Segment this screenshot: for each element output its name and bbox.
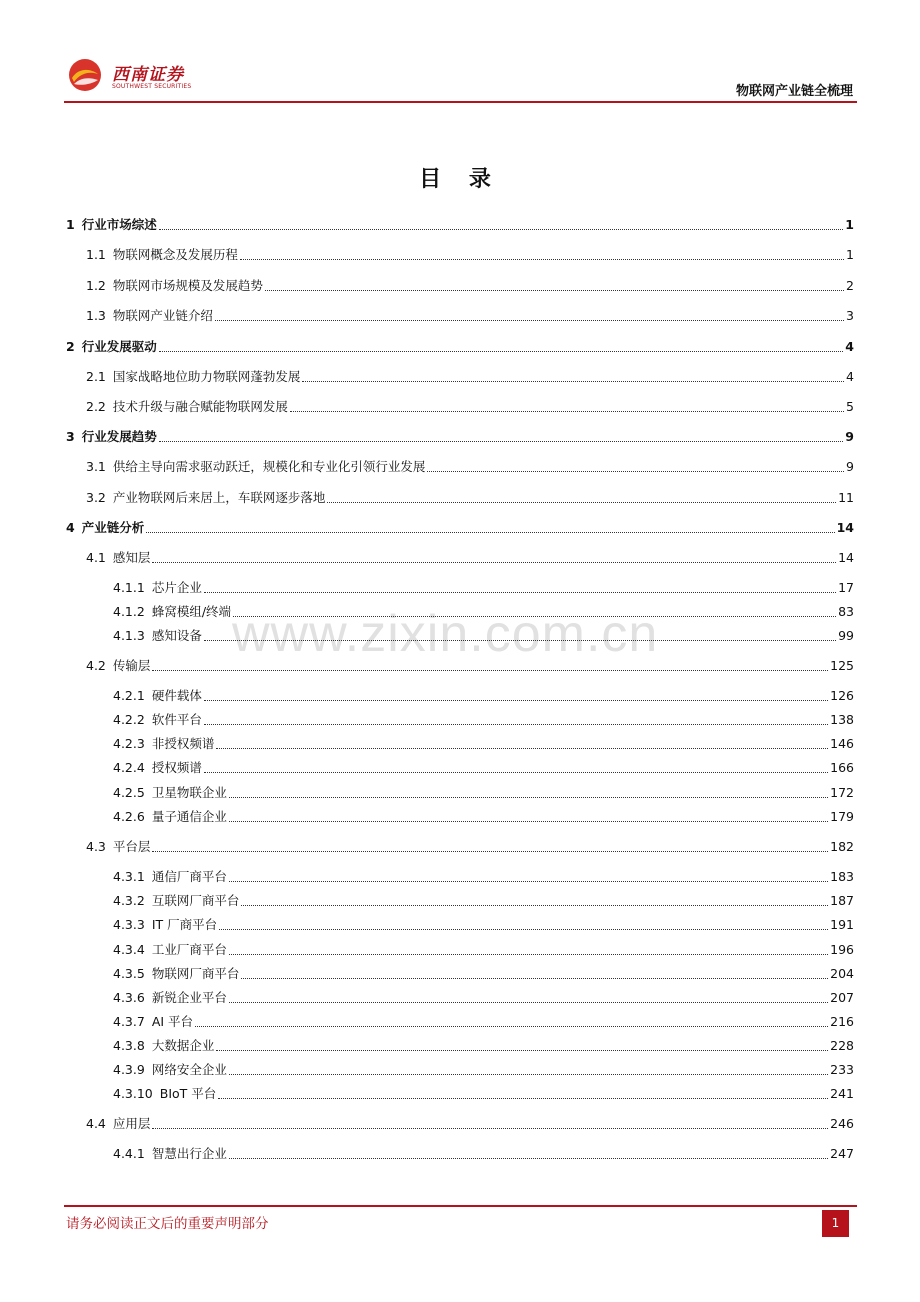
toc-dot-leader xyxy=(229,821,828,822)
toc-dot-leader xyxy=(290,411,844,412)
toc-section-number: 4.2.1 xyxy=(113,688,145,703)
toc-section-title: 非授权频谱 xyxy=(151,736,215,751)
toc-section-title: 通信厂商平台 xyxy=(151,869,227,884)
toc-entry-label xyxy=(113,1013,193,1031)
toc-dot-leader xyxy=(229,954,828,955)
toc-entry-label xyxy=(86,246,238,264)
toc-section-title: 行业市场综述 xyxy=(81,217,157,232)
toc-entry-label xyxy=(66,519,144,537)
toc-entry-label xyxy=(86,657,150,675)
toc-dot-leader xyxy=(327,502,836,503)
toc-page-number: 14 xyxy=(838,550,854,565)
toc-dot-leader xyxy=(216,1050,828,1051)
toc-entry[interactable] xyxy=(113,735,854,753)
toc-entry[interactable] xyxy=(86,838,854,856)
toc-entry-label xyxy=(66,216,157,234)
toc-entry-label xyxy=(113,627,202,645)
toc-entry-label xyxy=(113,916,217,934)
toc-entry[interactable] xyxy=(113,627,854,645)
toc-entry[interactable] xyxy=(113,868,854,886)
toc-dot-leader xyxy=(229,1158,828,1159)
toc-entry[interactable] xyxy=(86,368,854,386)
toc-page-number: 4 xyxy=(845,339,854,354)
toc-dot-leader xyxy=(204,724,828,725)
toc-entry[interactable] xyxy=(113,1013,854,1031)
toc-entry[interactable] xyxy=(113,711,854,729)
toc-entry-label xyxy=(113,808,227,826)
toc-entry-label xyxy=(86,549,150,567)
toc-entry[interactable] xyxy=(113,579,854,597)
toc-page-number: 83 xyxy=(838,604,854,619)
toc-section-title: 硬件载体 xyxy=(151,688,202,703)
footer-disclaimer: 请务必阅读正文后的重要声明部分 xyxy=(66,1216,269,1232)
logo-english-name: SOUTHWEST SECURITIES xyxy=(112,83,192,90)
toc-section-number: 2.2 xyxy=(86,399,106,414)
toc-page-number: 216 xyxy=(830,1014,854,1029)
toc-page-number: 182 xyxy=(830,839,854,854)
toc-dot-leader xyxy=(152,670,828,671)
toc-entry-label xyxy=(86,458,425,476)
toc-entry[interactable] xyxy=(113,687,854,705)
toc-section-number: 1.2 xyxy=(86,278,106,293)
toc-entry[interactable] xyxy=(86,307,854,325)
toc-page-number: 204 xyxy=(830,966,854,981)
toc-entry-label xyxy=(113,1145,227,1163)
toc-section-number: 1.3 xyxy=(86,308,106,323)
toc-dot-leader xyxy=(195,1026,828,1027)
toc-section-title: 互联网厂商平台 xyxy=(151,893,240,908)
toc-entry-label xyxy=(113,965,239,983)
toc-entry[interactable] xyxy=(86,1115,854,1133)
toc-dot-leader xyxy=(159,351,844,352)
toc-dot-leader xyxy=(302,381,844,382)
toc-section-number: 4 xyxy=(66,520,75,535)
toc-entry[interactable] xyxy=(113,808,854,826)
toc-dot-leader xyxy=(219,929,828,930)
toc-dot-leader xyxy=(218,1098,828,1099)
toc-entry-label xyxy=(86,1115,150,1133)
page-header xyxy=(64,52,857,104)
toc-page-number: 125 xyxy=(830,658,854,673)
toc-section-title: 芯片企业 xyxy=(151,580,202,595)
toc-page-number: 187 xyxy=(830,893,854,908)
toc-section-number: 4.3.8 xyxy=(113,1038,145,1053)
toc-section-number: 4.2.6 xyxy=(113,809,145,824)
toc-entry-label xyxy=(86,489,325,507)
toc-entry[interactable] xyxy=(86,246,854,264)
toc-section-title: 产业链分析 xyxy=(81,520,145,535)
toc-entry-label xyxy=(113,941,227,959)
header-divider xyxy=(64,101,857,103)
toc-section-number: 4.3.5 xyxy=(113,966,145,981)
toc-entry-label xyxy=(86,368,300,386)
toc-dot-leader xyxy=(265,290,844,291)
toc-entry-label xyxy=(113,989,227,1007)
toc-page-number: 11 xyxy=(838,490,854,505)
toc-entry[interactable] xyxy=(113,1145,854,1163)
toc-section-title: 网络安全企业 xyxy=(151,1062,227,1077)
toc-dot-leader xyxy=(204,772,828,773)
toc-page-number: 2 xyxy=(846,278,854,293)
toc-section-title: 新锐企业平台 xyxy=(151,990,227,1005)
toc-page-number: 241 xyxy=(830,1086,854,1101)
toc-dot-leader xyxy=(152,851,828,852)
toc-title: 目 录 xyxy=(419,167,501,192)
toc-section-title: 物联网市场规模及发展趋势 xyxy=(112,278,263,293)
toc-section-number: 2 xyxy=(66,339,75,354)
toc-section-title: 感知层 xyxy=(112,550,151,565)
toc-section-number: 4.3.4 xyxy=(113,942,145,957)
toc-section-number: 4.1.3 xyxy=(113,628,145,643)
toc-entry-label xyxy=(113,687,202,705)
toc-section-title: 大数据企业 xyxy=(151,1038,215,1053)
toc-entry-label xyxy=(66,338,157,356)
southwest-securities-logo-icon xyxy=(68,58,102,92)
toc-entry[interactable] xyxy=(66,519,854,537)
toc-dot-leader xyxy=(159,441,844,442)
toc-section-title: 行业发展驱动 xyxy=(81,339,157,354)
toc-section-number: 4.3.7 xyxy=(113,1014,145,1029)
toc-section-title: 授权频谱 xyxy=(151,760,202,775)
toc-section-title: IT 厂商平台 xyxy=(151,917,218,932)
toc-entry-label xyxy=(86,838,150,856)
toc-dot-leader xyxy=(146,532,834,533)
toc-section-title: 工业厂商平台 xyxy=(151,942,227,957)
toc-section-title: 物联网厂商平台 xyxy=(151,966,240,981)
toc-entry[interactable] xyxy=(86,458,854,476)
toc-section-title: 软件平台 xyxy=(151,712,202,727)
toc-section-number: 3.2 xyxy=(86,490,106,505)
report-title: 物联网产业链全梳理 xyxy=(735,84,853,99)
toc-section-title: BIoT 平台 xyxy=(159,1086,217,1101)
toc-section-number: 1 xyxy=(66,217,75,232)
toc-entry-label xyxy=(113,784,227,802)
toc-section-number: 4.2.3 xyxy=(113,736,145,751)
toc-section-number: 1.1 xyxy=(86,247,106,262)
toc-entry[interactable] xyxy=(113,965,854,983)
toc-entry-label xyxy=(86,307,213,325)
toc-entry-label xyxy=(86,398,288,416)
toc-page-number: 146 xyxy=(830,736,854,751)
toc-section-number: 4.1.1 xyxy=(113,580,145,595)
toc-dot-leader xyxy=(204,592,836,593)
toc-section-number: 3 xyxy=(66,429,75,444)
toc-entry-label xyxy=(113,1085,216,1103)
toc-entry-label xyxy=(66,428,157,446)
toc-page-number: 3 xyxy=(846,308,854,323)
toc-section-title: 量子通信企业 xyxy=(151,809,227,824)
toc-dot-leader xyxy=(159,229,844,230)
toc-section-title: 感知设备 xyxy=(151,628,202,643)
toc-page-number: 1 xyxy=(845,217,854,232)
toc-entry-label xyxy=(113,735,214,753)
toc-page-number: 247 xyxy=(830,1146,854,1161)
toc-section-title: 国家战略地位助力物联网蓬勃发展 xyxy=(112,369,301,384)
toc-section-title: 传输层 xyxy=(112,658,151,673)
toc-section-number: 4.2.2 xyxy=(113,712,145,727)
toc-section-number: 4.1 xyxy=(86,550,106,565)
toc-section-number: 3.1 xyxy=(86,459,106,474)
toc-page-number: 1 xyxy=(846,247,854,262)
toc-page-number: 126 xyxy=(830,688,854,703)
toc-dot-leader xyxy=(152,1128,828,1129)
toc-page-number: 166 xyxy=(830,760,854,775)
toc-page-number: 172 xyxy=(830,785,854,800)
toc-section-number: 4.2 xyxy=(86,658,106,673)
toc-page-number: 9 xyxy=(845,429,854,444)
toc-page-number: 5 xyxy=(846,399,854,414)
toc-dot-leader xyxy=(216,748,828,749)
footer-divider xyxy=(64,1205,857,1207)
toc-page-number: 14 xyxy=(836,520,854,535)
toc-page-number: 196 xyxy=(830,942,854,957)
toc-section-title: 智慧出行企业 xyxy=(151,1146,227,1161)
page-number-badge: 1 xyxy=(822,1210,849,1237)
toc-section-number: 4.4 xyxy=(86,1116,106,1131)
toc-dot-leader xyxy=(427,471,844,472)
toc-entry[interactable] xyxy=(113,1037,854,1055)
toc-dot-leader xyxy=(240,259,844,260)
toc-section-title: 蜂窝模组/终端 xyxy=(151,604,232,619)
toc-dot-leader xyxy=(229,797,828,798)
toc-entry[interactable] xyxy=(86,549,854,567)
toc-entry[interactable] xyxy=(86,489,854,507)
toc-dot-leader xyxy=(229,881,828,882)
toc-section-title: AI 平台 xyxy=(151,1014,194,1029)
toc-entry-label xyxy=(113,603,231,621)
toc-dot-leader xyxy=(241,978,828,979)
toc-section-number: 4.3.2 xyxy=(113,893,145,908)
toc-page-number: 246 xyxy=(830,1116,854,1131)
toc-dot-leader xyxy=(229,1002,828,1003)
toc-entry-label xyxy=(113,1061,227,1079)
toc-section-number: 2.1 xyxy=(86,369,106,384)
toc-entry-label xyxy=(113,759,202,777)
toc-section-number: 4.3.9 xyxy=(113,1062,145,1077)
toc-page-number: 99 xyxy=(838,628,854,643)
toc-entry[interactable] xyxy=(113,1085,854,1103)
toc-entry[interactable] xyxy=(113,784,854,802)
toc-section-number: 4.2.4 xyxy=(113,760,145,775)
toc-page-number: 138 xyxy=(830,712,854,727)
toc-page-number: 183 xyxy=(830,869,854,884)
toc-entry[interactable] xyxy=(113,916,854,934)
toc-dot-leader xyxy=(229,1074,828,1075)
toc-entry[interactable] xyxy=(66,338,854,356)
toc-section-title: 技术升级与融合赋能物联网发展 xyxy=(112,399,288,414)
toc-dot-leader xyxy=(204,640,836,641)
toc-entry[interactable] xyxy=(86,398,854,416)
toc-entry[interactable] xyxy=(113,941,854,959)
toc-dot-leader xyxy=(215,320,844,321)
toc-page-number: 17 xyxy=(838,580,854,595)
toc-section-title: 物联网概念及发展历程 xyxy=(112,247,238,262)
toc-section-number: 4.3.10 xyxy=(113,1086,153,1101)
toc-section-title: 平台层 xyxy=(112,839,151,854)
toc-entry-label xyxy=(113,1037,214,1055)
toc-section-number: 4.4.1 xyxy=(113,1146,145,1161)
toc-section-number: 4.3.1 xyxy=(113,869,145,884)
watermark: www.zixin.com.cn xyxy=(232,605,659,663)
toc-page-number: 191 xyxy=(830,917,854,932)
toc-section-number: 4.2.5 xyxy=(113,785,145,800)
toc-entry[interactable] xyxy=(113,989,854,1007)
toc-page-number: 228 xyxy=(830,1038,854,1053)
toc-entry-label xyxy=(113,892,239,910)
company-logo xyxy=(68,54,268,98)
toc-page-number: 233 xyxy=(830,1062,854,1077)
toc-dot-leader xyxy=(204,700,828,701)
toc-entry-label xyxy=(113,711,202,729)
toc-section-title: 产业物联网后来居上，车联网逐步落地 xyxy=(112,490,326,505)
logo-chinese-name: 西南证券 xyxy=(112,65,184,85)
toc-page-number: 4 xyxy=(846,369,854,384)
toc-section-number: 4.1.2 xyxy=(113,604,145,619)
toc-entry-label xyxy=(113,868,227,886)
toc-section-number: 4.3.3 xyxy=(113,917,145,932)
toc-dot-leader xyxy=(241,905,828,906)
toc-entry-label xyxy=(113,579,202,597)
toc-page-number: 179 xyxy=(830,809,854,824)
toc-entry[interactable] xyxy=(66,216,854,234)
toc-section-number: 4.3 xyxy=(86,839,106,854)
toc-section-title: 应用层 xyxy=(112,1116,151,1131)
toc-dot-leader xyxy=(152,562,836,563)
toc-entry[interactable] xyxy=(113,892,854,910)
toc-entry[interactable] xyxy=(113,603,854,621)
toc-entry[interactable] xyxy=(86,277,854,295)
toc-entry[interactable] xyxy=(113,759,854,777)
toc-section-title: 卫星物联企业 xyxy=(151,785,227,800)
toc-entry-label xyxy=(86,277,263,295)
toc-section-title: 供给主导向需求驱动跃迁，规模化和专业化引领行业发展 xyxy=(112,459,426,474)
toc-section-title: 行业发展趋势 xyxy=(81,429,157,444)
toc-page-number: 9 xyxy=(846,459,854,474)
toc-entry[interactable] xyxy=(86,657,854,675)
toc-page-number: 207 xyxy=(830,990,854,1005)
toc-dot-leader xyxy=(233,616,836,617)
toc-section-number: 4.3.6 xyxy=(113,990,145,1005)
toc-entry[interactable] xyxy=(113,1061,854,1079)
toc-entry[interactable] xyxy=(66,428,854,446)
toc-section-title: 物联网产业链介绍 xyxy=(112,308,213,323)
